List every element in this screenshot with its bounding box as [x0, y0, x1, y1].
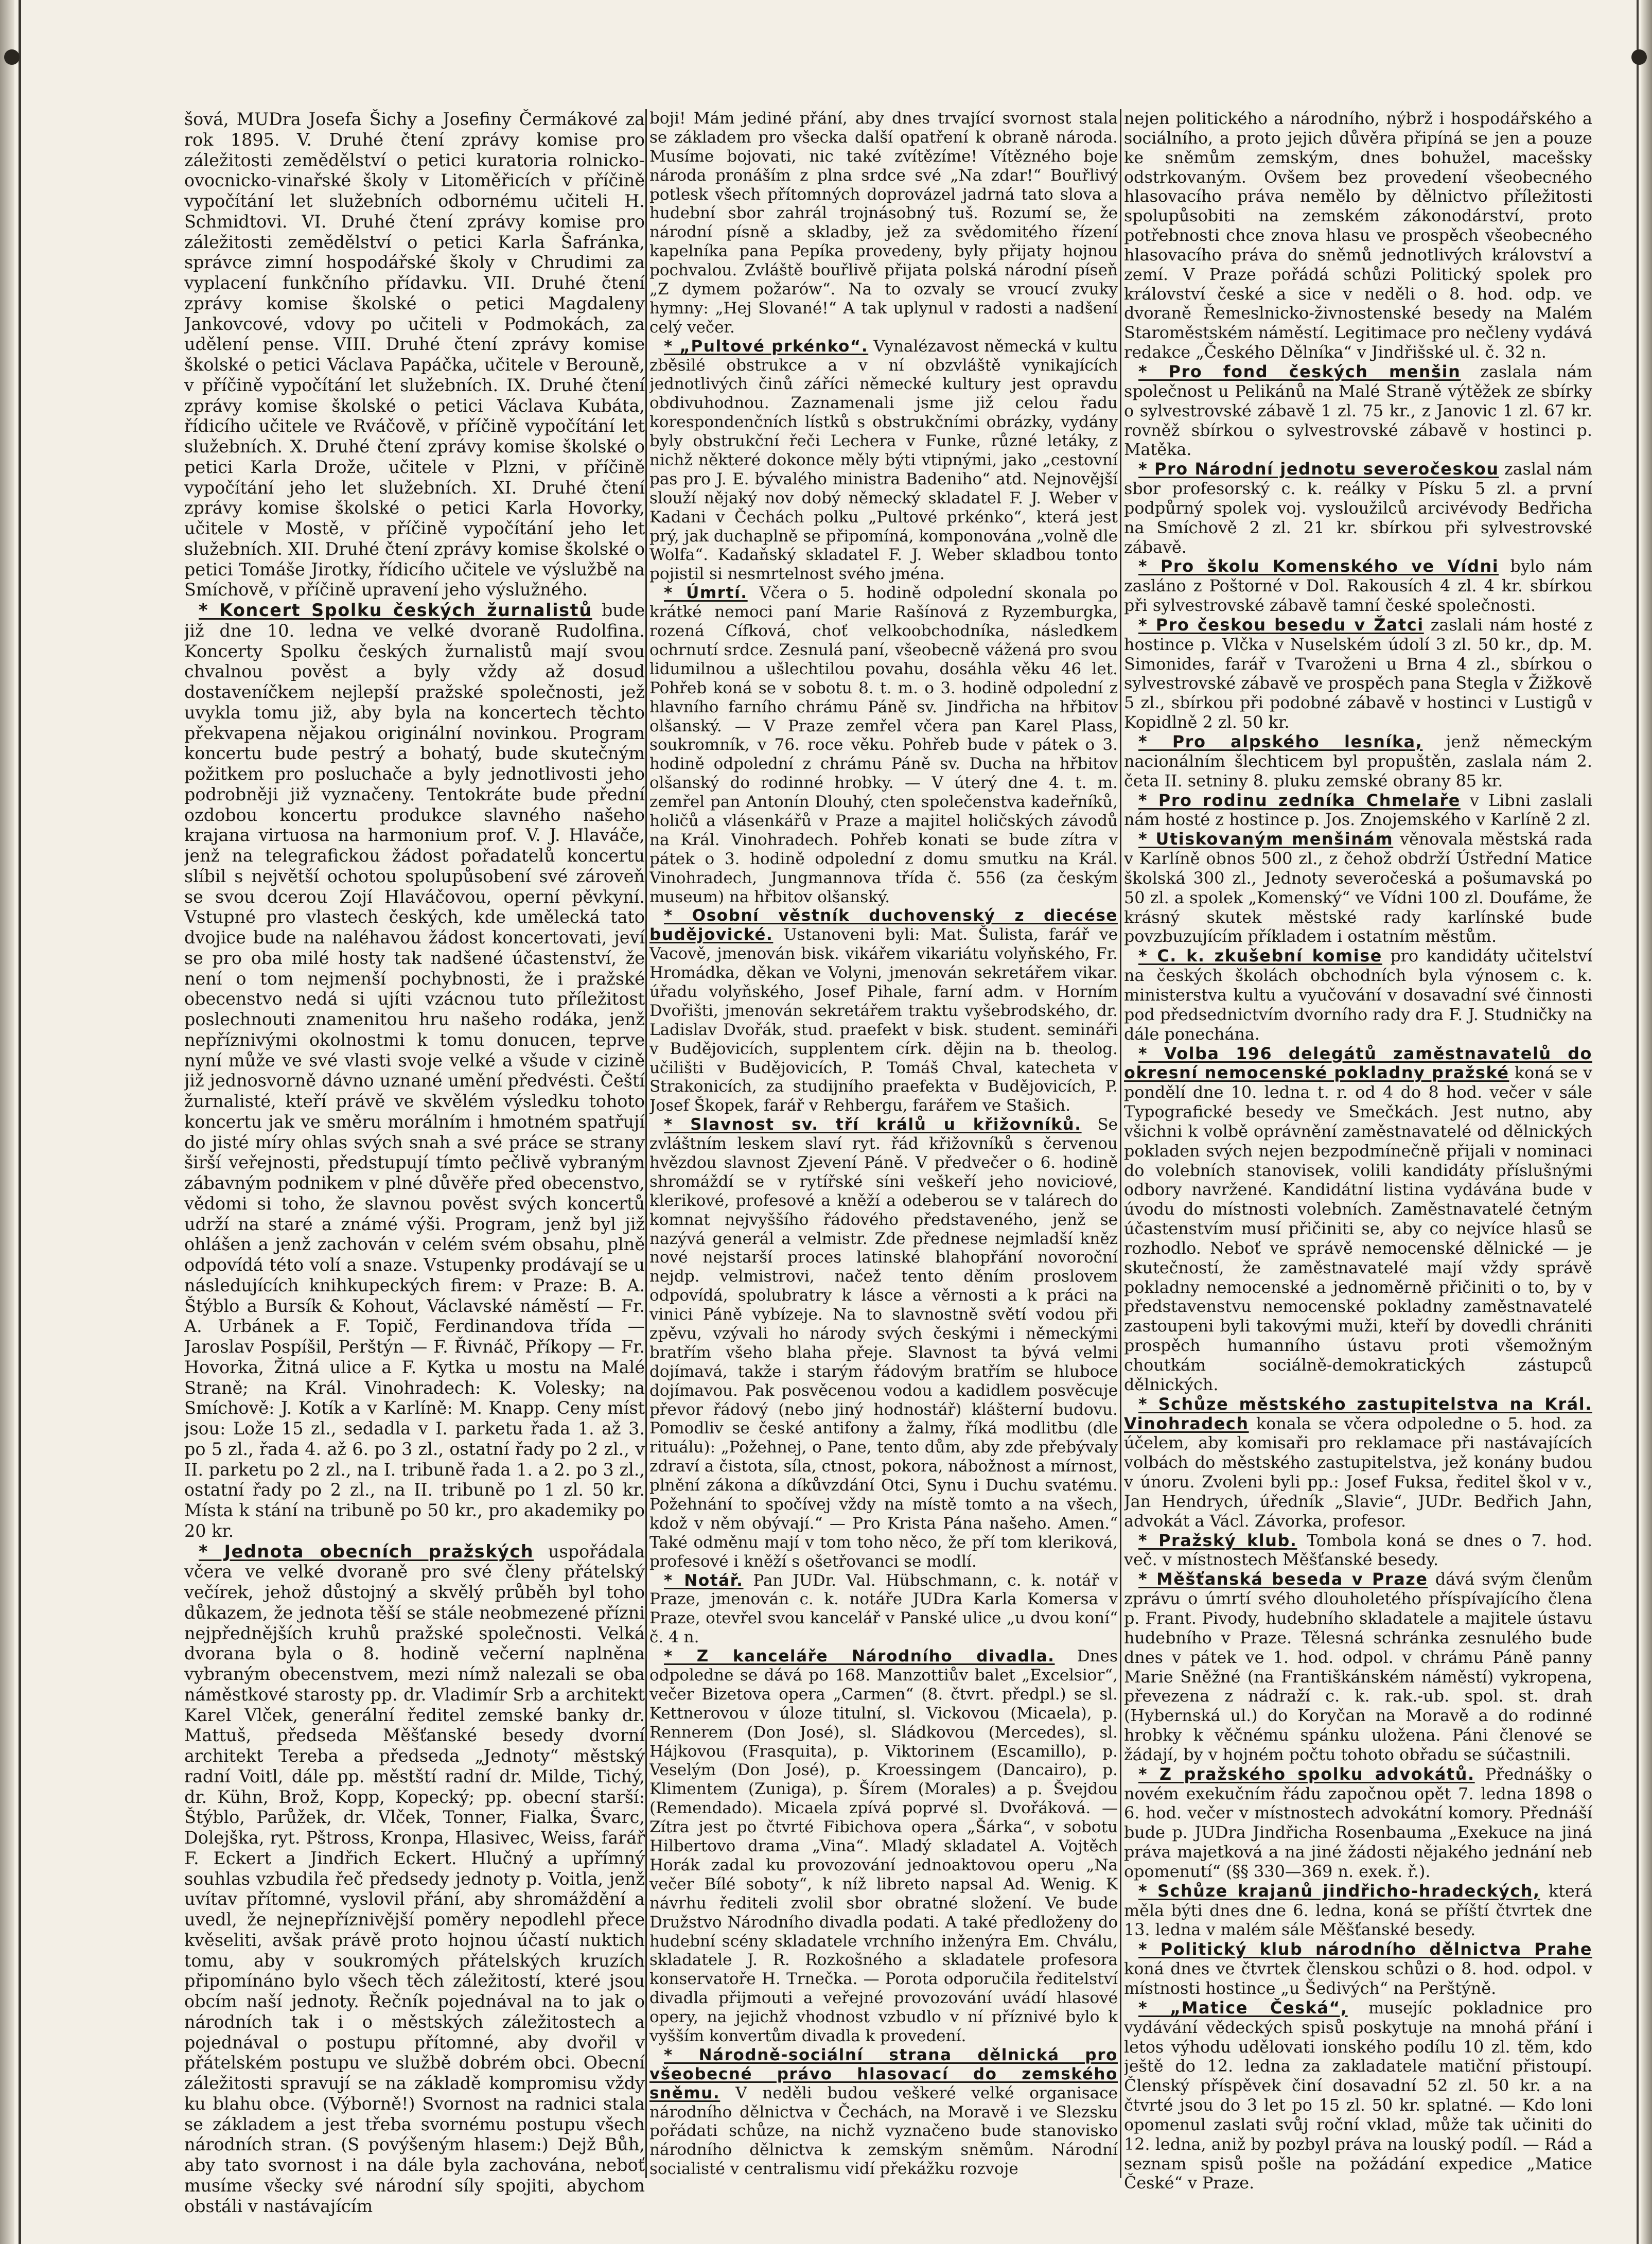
- article-paragraph: [1124, 362, 1592, 460]
- article-body-text: Tombola koná se dnes o 7. hod. več. v místnostech Měšťanské besedy.: [1124, 1531, 1592, 1570]
- text-column-1: [184, 109, 645, 2219]
- article-headline: * Měšťanská beseda v Praze: [1138, 1570, 1428, 1589]
- column-rule: [1120, 109, 1121, 2178]
- article-paragraph: [1124, 1395, 1592, 1531]
- article-body-text: zaslal nám sbor profesorský c. k. reálky v Písku 5 zl. a první podpůrný spolek voj. vysloužilců arcivévody Bedřicha na Smíchově 2 zl. 21 kr. sbírkou při sylvestrovské zábavě.: [1124, 460, 1592, 557]
- article-headline: * Pro fond českých menšin: [1138, 362, 1461, 381]
- article-headline: * Z pražského spolku advokátů.: [1138, 1764, 1475, 1784]
- article-paragraph: [649, 1647, 1118, 2046]
- article-body-text: V neděli budou veškeré velké organisace národního dělnictva v Čechách, na Moravě i ve Slezsku pořádati schůze, na nichž vyznačeno bude stanovisko národního dělnictva k zemským sněmům. Národní socialisté v centralismu vidí překážku rozvoje: [649, 2083, 1118, 2179]
- article-paragraph: [649, 109, 1118, 337]
- article-paragraph: [1124, 1044, 1592, 1395]
- article-paragraph: [649, 584, 1118, 906]
- article-body-text: věnovala městská rada v Karlíně obnos 500 zl., z čehož obdrží Ústřední Matice školská 300 zl., Jednoty severočeská a pošumavská po 50 zl. a spolek „Komenský“ ve Vídni 100 zl. Doufáme, že krásný skutek městské rady karlínské bude povzbuzujícím příkladem i ostatním městům.: [1124, 830, 1592, 946]
- article-headline: * Politický klub národního dělnictva Prahe: [1138, 1940, 1592, 1959]
- article-headline: * Schůze krajanů jindřicho-hradeckých,: [1138, 1881, 1540, 1901]
- article-paragraph: [649, 906, 1118, 1115]
- article-headline: * Notář.: [664, 1571, 744, 1590]
- article-paragraph: [1124, 1531, 1592, 1570]
- article-body-text: Vynalézavost německá v kultu zběsilé obstrukce a v ní obzvláště vynikajících jednotlivých činů záříci německé kultury jest opravdu obdivuhodnou. Zaznamenali jsme již celou řadu korespondenčních lístků s obstrukčními obrázky, vydány byly obstrukční řeči Lechera v Funke, různé letáky, z nichž některé dokonce měly býti vtipnými, jako „cestovní pas pro J. E. bývalého ministra Badeniho“ atd. Nejnovější slouží nějaký nov dobý německý skladatel F. J. Weber v Kadani v Čechách polku „Pultové prkénko“, která jest prý, jak duchaplně se připomíná, komponována „volně dle Wolfa“. Kadaňský skladatel F. J. Weber skladbou tonto pojistil si nesmrtelnost svého jména.: [649, 337, 1118, 584]
- article-headline: * Volba 196 delegátů zaměstnavatelů do okresní nemocenské pokladny pražské: [1124, 1044, 1592, 1083]
- article-headline: * Úmrtí.: [664, 584, 748, 603]
- article-body-text: zaslali nám hosté z hostince p. Vlčka v Nuselském údolí 3 zl. 50 kr., dp. M. Simonides, farář v Tvaroženi u Brna 4 zl., sbírkou o sylvestrovské zábavě ve prospěch pana Stegla v Žižkově 5 zl., sbírkou při podobné zábavě v hostinci v Lustigů v Kopidlně 2 zl. 50 kr.: [1124, 615, 1592, 732]
- article-headline: * „Pultové prkénko“.: [664, 337, 869, 356]
- article-paragraph: [1124, 1882, 1592, 1940]
- scan-left-edge: [0, 0, 14, 2244]
- article-headline: * Pro českou besedu v Žatci: [1138, 615, 1424, 635]
- article-paragraph: [184, 1541, 645, 2217]
- article-body-text: koná dnes ve čtvrtek členskou schůzi o 8. hod. odpol. v místnosti hostince „u Šedivých“ na Perštýně.: [1124, 1959, 1592, 1998]
- article-body-text: jenž německým nacionálním šlechticem byl propuštěn, zaslala nám 2. četa II. setniny 8. pluku zemské obrany 85 kr.: [1124, 732, 1592, 791]
- scan-left-binding-line: [19, 0, 21, 2244]
- article-paragraph: [184, 600, 645, 1541]
- article-headline: * Pro Národní jednotu severočeskou: [1138, 460, 1499, 479]
- article-body-text: která měla býti dnes dne 6. ledna, koná se příští čtvrtek dne 13. ledna v malém sále Měšťanské besedy.: [1124, 1881, 1592, 1940]
- article-headline: * Pro alpského lesníka,: [1138, 732, 1423, 751]
- article-paragraph: [1124, 732, 1592, 791]
- article-headline: * „Matice Česká“,: [1138, 1998, 1348, 2018]
- article-headline: * Jednota obecních pražských: [199, 1541, 534, 1562]
- article-paragraph: [1124, 830, 1592, 946]
- article-body-text: zaslala nám společnost u Pelikánů na Malé Straně výtěžek ze sbírky o sylvestrovské zábavě 1 zl. 75 kr., z Janovic 1 zl. 67 kr. rovněž sbírkou o sylvestrovské zábavě v hostinci p. Matěka.: [1124, 362, 1592, 460]
- article-body-text: bylo nám zasláno z Poštorné v Dol. Rakousích 4 zl. 4 kr. sbírkou při sylvestrovské zábavě tamní české společnosti.: [1124, 557, 1592, 616]
- article-body-text: pro kandidáty učitelství na českých školách obchodních byla výnosem c. k. ministerstva kultu a vyučování v dosavadní své činnosti pod předsednictvím dvorního rady dra F. J. Studničky na dále ponechána.: [1124, 946, 1592, 1044]
- article-paragraph: [1124, 791, 1592, 830]
- article-body-text: konala se včera odpoledne o 5. hod. za účelem, aby komisaři pro reklamace při nastávajících volbách do městského zastupitelstva, jež konány budou v únoru. Zvoleni byli pp.: Josef Fuksa, ředitel škol v v., Jan Hendrych, úředník „Slavie“, JUDr. Bedřich Jahn, advokát a Václ. Závorka, profesor.: [1124, 1414, 1592, 1531]
- article-body-text: šová, MUDra Josefa Šichy a Josefiny Čermákové za rok 1895. V. Druhé čtení zprávy komise pro záležitosti zemědělství o petici kuratoria rolnicko-ovocnicko-vinařské školy v Litoměřicích v příčině vypočítání let služebních odbornému učiteli H. Schmidtovi. VI. Druhé čtení zprávy komise pro záležitosti zemědělství o petici Karla Šafránka, správce zimní hospodářské školy v Chrudimi za vyplacení funkčního přídavku. VII. Druhé čtení zprávy komise školské o petici Magdaleny Jankovcové, vdovy po učiteli v Podmokách, za udělení pense. VIII. Druhé čtení zprávy komise školské o petici Václava Papáčka, učitele v Berouně, v příčině vypočítání let služebních. IX. Druhé čtení zprávy komise školské o petici Václava Kubáta, řídicího učitele ve Rváčově, v příčině vypočítání let služebních. X. Druhé čtení zprávy komise školské o petici Karla Drože, učitele v Plzni, v příčině vypočítání jeho let služebních. XI. Druhé čtení zprávy komise školské o petici Karla Hovorky, učitele v Mostě, v příčině vypočítání jeho let služebních. XII. Druhé čtení zprávy komise školské o petici Tomáše Jirotky, řídicího učitele ve výslužbě na Smíchově, v příčině upravení jeho výslužného.: [184, 109, 645, 600]
- article-body-text: bude již dne 10. ledna ve velké dvoraně Rudolfina. Koncerty Spolku českých žurnalistů mají svou chvalnou pověst a byly vždy až dosud dostaveníčkem nejlepší pražské společnosti, jež uvykla tomu již, aby byla na koncertech těchto překvapena nějakou originální novinkou. Program koncertu bude pestrý a bohatý, bude skutečným požitkem pro posluchače a byly jednotlivosti jeho podrobněji již vyznačeny. Tentokráte bude přední ozdobou koncertu produkce slavného našeho krajana virtuosa na harmonium prof. V. J. Hlaváče, jenž na telegrafickou žádost pořadatelů koncertu slíbil s největší ochotou spolupůsobení své zároveň se svou dcerou Zojí Hlaváčovou, operní pěvkyní. Vstupné pro vlastech českých, kde umělecká tato dvojice bude na naléhavou žádost koncertovati, jeví se pro oba milé hosty tak nadšené účastenství, že není o tom nejmenší pochybnosti, že i pražské obecenstvo nedá si ujíti vzácnou tuto příležitost poslechnouti znamenitou hru našeho rodáka, jenž nepříznivými okolnostmi k tomu donucen, teprve nyní může ve své vlasti svoje velké a všude v cizině již jednosvorně dávno uznané umění předvésti. Čeští žurnalisté, kteří právě ve skvělém výsledku tohoto koncertu jak ve směru morálním i hmotném spatřují do jisté míry ohlas svých snah a své práce se strany širší veřejnosti, předstupují tímto pečlivě vybraným zábavným podnikem v plné důvěře před obecenstvo, vědomi si toho, že slavnou pověst svých koncertů udrží na staré a známé výši. Program, jenž byl již ohlášen a jenž zachován v celém svém obsahu, plně odpovídá této volí a snaze. Vstupenky prodávají se u následujících knihkupeckých firem: v Praze: B. A. Štýblo a Bursík & Kohout, Václavské náměstí — Fr. A. Urbánek a F. Topič, Ferdinandova třída — Jaroslav Pospíšil, Perštýn — F. Řivnáč, Příkopy — Fr. Hovorka, Žitná ulice a F. Kytka u mostu na Malé Straně; na Král. Vinohradech: K. Volesky; na Smíchově: J. Kotík a v Karlíně: M. Knapp. Ceny míst jsou: Lože 15 zl., sedadla v I. parketu řada 1. až 3. po 5 zl., řada 4. až 6. po 3 zl., ostatní řady po 2 zl., v II. parketu po 2 zl., na I. tribuně řada 1. a 2. po 3 zl., ostatní řady po 2 zl., na II. tribuně po 1 zl. 50 kr. Místa k stání na tribuně po 50 kr., pro akademiky po 20 kr.: [184, 600, 645, 1541]
- article-paragraph: [1124, 1940, 1592, 1998]
- article-paragraph: [649, 1115, 1118, 1571]
- punch-hole-mark: [1631, 49, 1647, 65]
- article-body-text: Se zvláštním leskem slaví ryt. řád křižovníků s červenou hvězdou slavnost Zjevení Páně. V předvečer o 6. hodině shromáždí se v rytířské síni veškeří jeho noviciové, klerikové, profesové a kněží a odeberou se v talárech do komnat nejvyššího řádového představeného, jenž se nazývá generál a velmistr. Zde přednese nejmladší kněz nové nejstarší proces latinské blahopřání novoroční nejdp. velmistrovi, načež tento děním proslovem odpovídá, spolubratry k lásce a věrnosti a k práci na vinici Páně vybízeje. Na to slavnostně světí vodou při zpěvu, vzývali ho národy svých českými i německými bratřím všeho blaha přeje. Slavnost ta bývá velmi dojímavá, takže i starým řádovým bratřím se hluboce dojímavou. Pak posvěcenou vodou a kadidlem posvěcuje převor řádový (nebo jiný hodnostář) klášterní budovu. Pomodliv se české antifony a žalmy, říká modlitbu (dle rituálu): „Požehnej, o Pane, tento dům, aby zde přebývaly zdraví a čistota, síla, ctnost, pokora, nábožnost a mírnost, plnění zákona a díkůvzdání Otci, Synu i Duchu svatému. Požehnání to spočívej vždy na místě tomto a na všech, kdož v něm obývají.“ — Pro Krista Pána našeho. Amen.“ Také odměnu mají v tom toho něco, že pří tom kleriková, profesové i kněží s ošetřovanci se modlí.: [649, 1115, 1118, 1571]
- article-body-text: musejíc pokladnice pro vydávání vědeckých spisů poskytuje na mnohá přání i letos výhodu udělovati ionského podílu 10 zl. těm, kdo ještě do 12. ledna za zakladatele matiční přistoupí. Členský příspěvek činí dosavadní 52 zl. 50 kr. a na čtvrté jsou do 3 let po 15 zl. 50 kr. splatné. — Kdo loni opomenul zaslati svůj roční vklad, může tak učiniti do 12. ledna, aniž by pozbyl práva na louský podíl. — Rád a seznam spisů pošle na požádání expedice „Matice České“ v Praze.: [1124, 1998, 1592, 2193]
- article-paragraph: [649, 1571, 1118, 1647]
- article-headline: * Pražský klub.: [1138, 1531, 1297, 1550]
- article-headline: * C. k. zkušební komise: [1138, 946, 1382, 966]
- article-paragraph: [1124, 1765, 1592, 1882]
- article-headline: * Utiskovaným menšinám: [1138, 830, 1394, 849]
- article-paragraph: [1124, 109, 1592, 362]
- article-paragraph: [1124, 557, 1592, 616]
- article-paragraph: [649, 2046, 1118, 2179]
- article-body-text: Včera o 5. hodině odpolední skonala po krátké nemoci paní Marie Rašínová z Ryzemburgka, rozená Cífková, choť velkoobchodníka, následkem ochrnutí srdce. Zesnulá paní, všeobecně vážená pro svou lidumilnou a ušlechtilou povahu, dosáhla věku 46 let. Pohřeb koná se v sobotu 8. t. m. o 3. hodině odpolední z hlavního farního chrámu Páně sv. Jindřicha na hřbitov olšanský. — V Praze zemřel včera pan Karel Plass, soukromník, v 76. roce věku. Pohřeb bude v pátek o 3. hodině odpolední z chrámu Páně sv. Ducha na hřbitov olšanský do rodinné hrobky. — V úterý dne 4. t. m. zemřel pan Antonín Dlouhý, cten společenstva kadeřníků, holičů a vlásenkářů v Praze a majitel holičských závodů na Král. Vinohradech. Pohřeb konati se bude zítra v pátek o 3. hodině odpolední z domu smutku na Král. Vinohradech, Jungmannova třída č. 556 (za českým museum) na hřbitov olšanský.: [649, 584, 1118, 906]
- article-headline: * Pro rodinu zedníka Chmelaře: [1138, 791, 1461, 810]
- punch-hole-mark: [4, 49, 20, 65]
- article-paragraph: [1124, 460, 1592, 557]
- article-headline: * Slavnost sv. tří králů u křižovníků.: [664, 1115, 1082, 1134]
- article-headline: * Pro školu Komenského ve Vídni: [1138, 557, 1499, 576]
- article-paragraph: [1124, 1998, 1592, 2193]
- article-body-text: Ustanoveni byli: Mat. Šulista, farář ve Vacově, jmenován bisk. vikářem vikariátu volyňského, Fr. Hromádka, děkan ve Volyni, jmenován sekretářem vikar. úřadu volyňského, Josef Pihale, farní adm. v Horním Dvořišti, jmenován sekretářem traktu vyšebrodského, dr. Ladislav Dvořák, stud. praefekt v bisk. student. semináři v Budějovicích, supplentem círk. dějin na b. theolog. učilišti v Budějovicích, P. Tomáš Chval, katecheta v Strakonicích, za studijního praefekta v Budějovicích, P. Josef Škopek, farář v Rehbergu, farářem ve Stašich.: [649, 925, 1118, 1115]
- article-paragraph: [649, 337, 1118, 584]
- article-body-text: uspořádala včera ve velké dvoraně pro své členy přátelský večírek, jehož důstojný a skvělý průběh byl toho důkazem, že jednota těší se stále neobmezené přízni nejpřednějších kruhů pražské společnosti. Velká dvorana byla o 8. hodině večerní naplněna vybraným obecenstvem, mezi nímž nalezali se oba náměstkové starosty pp. dr. Vladimír Srb a architekt Karel Vlček, generální ředitel zemské banky dr. Mattuš, předseda Měšťanské besedy dvorní architekt Tereba a předseda „Jednoty“ městský radní Voitl, dále pp. městští radní dr. Milde, Tichý, dr. Kühn, Brož, Kopp, Kopecký; pp. obecní starší: Štýblo, Parůžek, dr. Vlček, Tonner, Fialka, Švarc, Dolejška, ryt. Pštross, Kronpa, Hlasivec, Weiss, farář F. Eckert a Jindřich Eckert. Hlučný a upřímný souhlas vzbudila řeč předsedy jednoty p. Voitla, jenž uvítav přítomné, vyslovil přání, aby shromáždění a uvedl, že nejnepříznivější poměry nepodlehl přece kvěseliti, avšak právě proto hojnou účastí nuktich tomu, aby v soukromých přátelských kruzích připomínáno bylo všech těch záležitostí, které jsou obcím naší jednoty. Řečník pojednával na to jak o národních tak i o městských záležitostech a pojednával o postupu přítomné, aby dvořil v přátelském postupu ve službě dobrém obci. Obecní záležitosti spravují se na základě kompromisu vždy ku blahu obce. (Výborně!) Svornost na radnici stala se základem a jest třeba svornému postupu všech národních stran. (S povýšeným hlasem:) Dejž Bůh, aby tato svornost i na dále byla zachována, neboť musíme všecky své národní síly spojiti, abychom obstáli v nastávajícím: [184, 1541, 645, 2216]
- article-body-text: dává svým členům zprávu o úmrtí svého dlouholetého příspívajícího člena p. Frant. Pivody, hudebního skladatele a majitele ústavu hudebního v Praze. Tělesná schránka zesnulého bude dnes v pátek ve 1. hod. odpol. v chrámu Páně panny Marie Sněžné (na Františkánském náměstí) vykropena, převezena z nádraží c. k. rak.-ub. spol. st. drah (Hybernská ul.) do Koryčan na Moravě a do rodinné hrobky k věčnému spánku uložena. Páni členové se žádají, by v hojném počtu tohoto obřadu se súčastnili.: [1124, 1570, 1592, 1764]
- article-headline: * Schůze městského zastupitelstva na Král. Vinohradech: [1124, 1394, 1592, 1433]
- article-body-text: Pan JUDr. Val. Hübschmann, c. k. notář v Praze, jmenován c. k. notáře JUDra Karla Komersa v Praze, otevřel svou kancelář v Panské ulice „u dvou koní“ č. 4 n.: [649, 1571, 1118, 1647]
- article-body-text: Přednášky o novém exekučním řádu započnou opět 7. ledna 1898 o 6. hod. večer v místnostech advokátní komory. Přednáší bude p. JUDra Jindřicha Rosenbauma „Exekuce na jiná práva majetková a na jiné žádosti nějakého jednání neb opomenutí“ (§§ 330—369 n. exek. ř.).: [1124, 1764, 1592, 1881]
- column-rule: [645, 109, 647, 2178]
- article-body-text: nejen politického a národního, nýbrž i hospodářského a sociálního, a proto jejich důvěra připíná se jen a pouze ke sněmům zemským, dnes bohužel, macešsky odstrkovaným. Ovšem bez provedení všeobecného hlasovacího práva nemělo by dělnictvo příležitosti spolupůsobiti na zemském zákonodárství, proto potřebnosti chce znova hlasu ve prospěch všeobecného hlasovacího práva do sněmů jednotlivých království a zemí. V Praze pořádá schůzi Politický spolek pro království české a sice v neděli o 8. hod. odp. ve dvoraně Řemeslnicko-živnostenské besedy na Malém Staroměstském náměstí. Legitimace pro nečleny vydává redakce „Českého Dělníka“ v Jindřišské ul. č. 32 n.: [1124, 109, 1592, 362]
- scan-right-border-line: [1637, 0, 1639, 2244]
- article-paragraph: [1124, 616, 1592, 732]
- article-paragraph: [184, 109, 645, 600]
- article-headline: * Osobní věstník duchovenský z diecése budějovické.: [649, 906, 1118, 944]
- article-headline: * Z kanceláře Národního divadla.: [664, 1647, 1055, 1666]
- article-body-text: v Libni zaslali nám hosté z hostince p. Jos. Znojemského v Karlíně 2 zl.: [1124, 791, 1592, 830]
- article-headline: * Koncert Spolku českých žurnalistů: [199, 600, 592, 620]
- article-paragraph: [1124, 1570, 1592, 1764]
- text-column-2: [649, 109, 1118, 2219]
- article-paragraph: [1124, 946, 1592, 1044]
- text-column-3: [1124, 109, 1592, 2219]
- article-headline: * Národně-sociální strana dělnická pro všeobecné právo hlasovací do zemského sněmu.: [649, 2045, 1118, 2102]
- article-body-text: Dnes odpoledne se dává po 168. Manzottiův balet „Excelsior“, večer Bizetova opera „Carmen“ (8. čtvrt. předpl.) se sl. Kettnerovou v úloze titulní, sl. Vickovou (Micaela), p. Rennerem (Don José), sl. Sládkovou (Mercedes), sl. Hájkovou (Frasquita), p. Viktorinem (Escamillo), p. Veselým (Don José), p. Kroessingem (Dancairo), p. Klimentem (Zuniga), p. Šírem (Morales) a p. Švejdou (Remendado). Micaela zpívá poprvé sl. Dvořáková. — Zítra jest po čtvrté Fibichova opera „Šárka“, v sobotu Hilbertovo drama „Vina“. Mladý skladatel A. Vojtěch Horák zadal ku provozování jednoaktovou operu „Na večer Bílé soboty“, k níž libreto napsal Ad. Wenig. K návrhu řediteli zvolil sbor obratné složení. Ve bude Družstvo Národního divadla podati. A také předloženy do hudební scény skladatele vrchního inženýra Em. Chválu, skladatele J. R. Rozkošného a skladatele profesora konservatoře H. Trnečka. — Porota odporučila ředitelství divadla přijmouti a veřejné provozování uvádí hlasové opery, na jejichž vhodnost vzbudlo v ní příznivé bylo k vyšším konvertům divadla k provedení.: [649, 1647, 1118, 2045]
- article-body-text: boji! Mám jediné přání, aby dnes trvající svornost stala se základem pro všecka další opatření k obraně národa. Musíme bojovati, nic také zvítězíme! Vítězného boje národa pronáším z plna srdce své „Na zdar!“ Bouřlivý potlesk všech přítomných doprovázel jadrná tato slova a hudební sbor zahrál trojnásobný tuš. Rozumí se, že národní písně a skladby, jež za svědomitého řízení kapelníka pana Pepíka provedeny, byly přijaty hojnou pochvalou. Zvláště bouřlivě přijata polská národní píseň „Z dymem požarów“. Na to ozvaly se vroucí zvuky hymny: „Hej Slované!“ A tak uplynul v radosti a nadšení celý večer.: [649, 109, 1118, 337]
- article-body-text: koná se v pondělí dne 10. ledna t. r. od 4 do 8 hod. večer v sále Typografické besedy ve Smečkách. Jest nutno, aby všichni k volbě oprávnění zaměstnavatelé od dělnických pokladen svých nejen bezpodmínečně přijali v nominaci do volebních stanovisek, volili kandidáty příslušnými odbory navržené. Kandidátní listina vydávána bude v úvodu do místnosti volebních. Zaměstnavatelé četným účastenstvím musí přičiniti se, aby co nejvíce hlasů se rozhodlo. Neboť ve správě nemocenské dělnické — je skutečností, že zaměstnavatelé mají vždy správě pokladny nemocenské a jednoměrně přičiniti o to, by v představenstvu nemocenské pokladny zaměstnavatelé zastoupeni byli takovými muži, kteří by dovedli chrániti prospěch humanního ústavu proti všemožným choutkám sociálně-demokratických zástupců dělnických.: [1124, 1063, 1592, 1394]
- scan-right-edge: [1641, 0, 1652, 2244]
